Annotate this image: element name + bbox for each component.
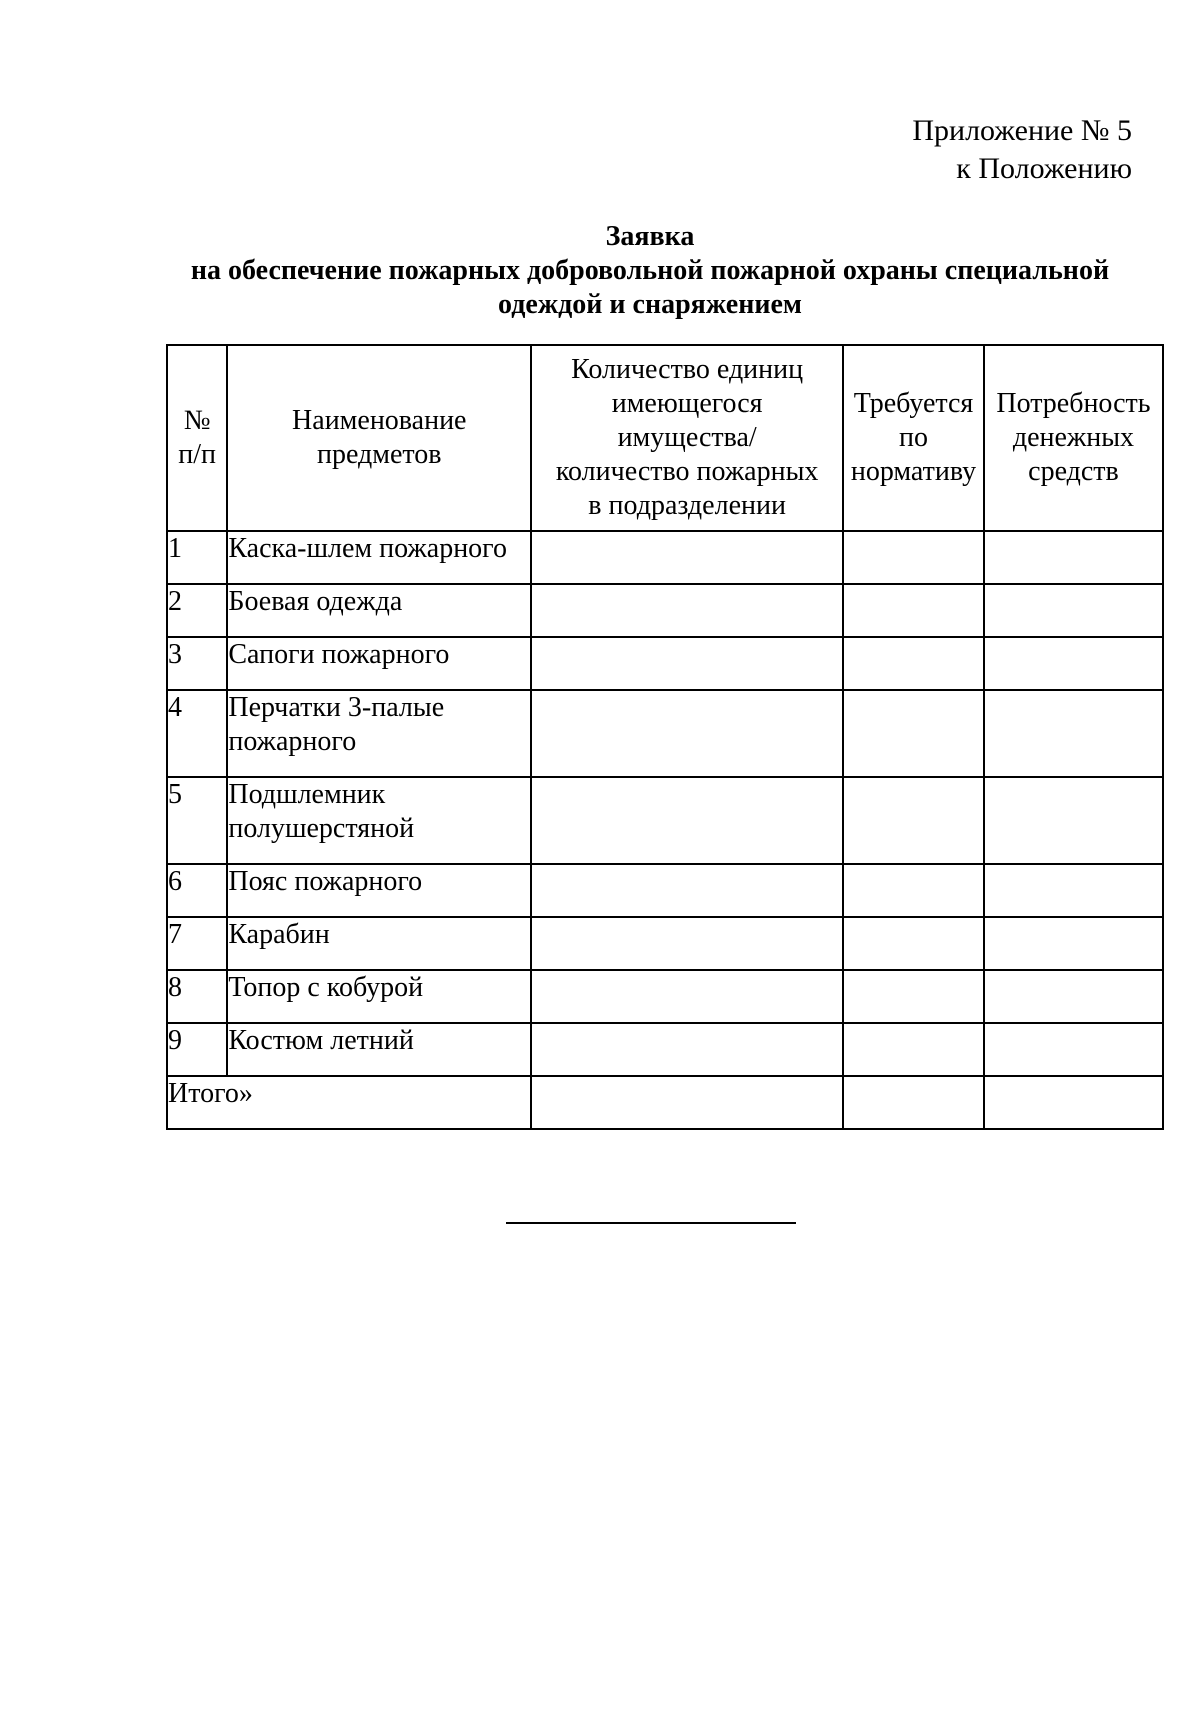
appendix-number: Приложение № 5 bbox=[912, 114, 1132, 147]
row-number: 1 bbox=[167, 531, 227, 584]
required-cell bbox=[843, 1076, 984, 1129]
header-text-line: Потребность bbox=[996, 388, 1151, 419]
quantity-cell bbox=[531, 584, 843, 637]
funding-cell bbox=[984, 864, 1163, 917]
table-row bbox=[167, 970, 1163, 1023]
total-label: Итого» bbox=[167, 1076, 531, 1129]
item-name bbox=[227, 917, 531, 970]
item-name bbox=[227, 690, 531, 777]
row-number: 9 bbox=[167, 1023, 227, 1076]
table-row bbox=[167, 917, 1163, 970]
request-table bbox=[166, 344, 1164, 1130]
signature-line bbox=[506, 1222, 796, 1224]
item-name bbox=[227, 864, 531, 917]
item-name bbox=[227, 1023, 531, 1076]
funding-cell bbox=[984, 1076, 1163, 1129]
title-line-2: на обеспечение пожарных добровольной пожарной охраны специальной bbox=[190, 255, 1110, 286]
header-text-line: по bbox=[898, 422, 928, 453]
funding-cell bbox=[984, 970, 1163, 1023]
required-cell bbox=[843, 690, 984, 777]
quantity-cell bbox=[531, 864, 843, 917]
header-text-line: Требуется bbox=[853, 388, 974, 419]
header-quantity bbox=[531, 345, 843, 531]
quantity-cell bbox=[531, 970, 843, 1023]
document-title bbox=[110, 220, 1190, 322]
funding-cell bbox=[984, 917, 1163, 970]
row-number: 8 bbox=[167, 970, 227, 1023]
header-item-name bbox=[227, 345, 531, 531]
header-text-line: нормативу bbox=[850, 456, 977, 487]
total-row bbox=[167, 1076, 1163, 1129]
item-name-line: Топор с кобурой bbox=[228, 972, 424, 1003]
item-name bbox=[227, 637, 531, 690]
item-name-line: Подшлемник bbox=[228, 779, 386, 810]
header-text-line: имеющегося bbox=[611, 388, 763, 419]
item-name-line: Пояс пожарного bbox=[228, 866, 423, 897]
quantity-cell bbox=[531, 1023, 843, 1076]
required-cell bbox=[843, 584, 984, 637]
table-row bbox=[167, 584, 1163, 637]
funding-cell bbox=[984, 637, 1163, 690]
item-name bbox=[227, 531, 531, 584]
item-name-line: полушерстяной bbox=[228, 813, 415, 844]
quantity-cell bbox=[531, 777, 843, 864]
row-number: 6 bbox=[167, 864, 227, 917]
item-name-line: пожарного bbox=[228, 726, 357, 757]
quantity-cell bbox=[531, 531, 843, 584]
funding-cell bbox=[984, 584, 1163, 637]
item-name-line: Каска-шлем пожарного bbox=[228, 533, 507, 564]
row-number: 7 bbox=[167, 917, 227, 970]
title-line-1: Заявка bbox=[605, 221, 695, 252]
appendix-note bbox=[912, 112, 1132, 188]
title-line-3: одеждой и снаряжением bbox=[498, 289, 802, 320]
header-text-line: № bbox=[183, 405, 211, 436]
header-text-line: денежных bbox=[1012, 422, 1135, 453]
header-required bbox=[843, 345, 984, 531]
header-text-line: п/п bbox=[178, 439, 217, 470]
row-number: 2 bbox=[167, 584, 227, 637]
header-text-line: средств bbox=[1028, 456, 1119, 487]
row-number: 3 bbox=[167, 637, 227, 690]
row-number: 4 bbox=[167, 690, 227, 777]
table-row bbox=[167, 531, 1163, 584]
header-text-line: в подразделении bbox=[588, 490, 786, 521]
item-name-line: Сапоги пожарного bbox=[228, 639, 450, 670]
quantity-cell bbox=[531, 690, 843, 777]
appendix-reference: к Положению bbox=[956, 152, 1132, 185]
item-name-line: Перчатки 3-палые bbox=[228, 692, 445, 723]
header-text-line: предметов bbox=[317, 439, 442, 470]
required-cell bbox=[843, 637, 984, 690]
required-cell bbox=[843, 777, 984, 864]
required-cell bbox=[843, 531, 984, 584]
item-name-line: Костюм летний bbox=[228, 1025, 414, 1056]
item-name-line: Карабин bbox=[228, 919, 330, 950]
funding-cell bbox=[984, 531, 1163, 584]
header-text-line: Наименование bbox=[292, 405, 467, 436]
item-name-line: Боевая одежда bbox=[228, 586, 403, 617]
required-cell bbox=[843, 1023, 984, 1076]
row-number: 5 bbox=[167, 777, 227, 864]
funding-cell bbox=[984, 1023, 1163, 1076]
item-name bbox=[227, 970, 531, 1023]
quantity-cell bbox=[531, 1076, 843, 1129]
required-cell bbox=[843, 864, 984, 917]
quantity-cell bbox=[531, 917, 843, 970]
required-cell bbox=[843, 970, 984, 1023]
table-row bbox=[167, 690, 1163, 777]
header-text-line: Количество единиц bbox=[571, 354, 804, 385]
header-number bbox=[167, 345, 227, 531]
required-cell bbox=[843, 917, 984, 970]
item-name bbox=[227, 777, 531, 864]
header-text-line: количество пожарных bbox=[555, 456, 819, 487]
quantity-cell bbox=[531, 637, 843, 690]
item-name bbox=[227, 584, 531, 637]
header-text-line: имущества/ bbox=[617, 422, 757, 453]
funding-cell bbox=[984, 777, 1163, 864]
table-row bbox=[167, 1023, 1163, 1076]
funding-cell bbox=[984, 690, 1163, 777]
table-row bbox=[167, 864, 1163, 917]
header-row bbox=[167, 345, 1163, 531]
header-funding bbox=[984, 345, 1163, 531]
table-row bbox=[167, 637, 1163, 690]
table-row bbox=[167, 777, 1163, 864]
